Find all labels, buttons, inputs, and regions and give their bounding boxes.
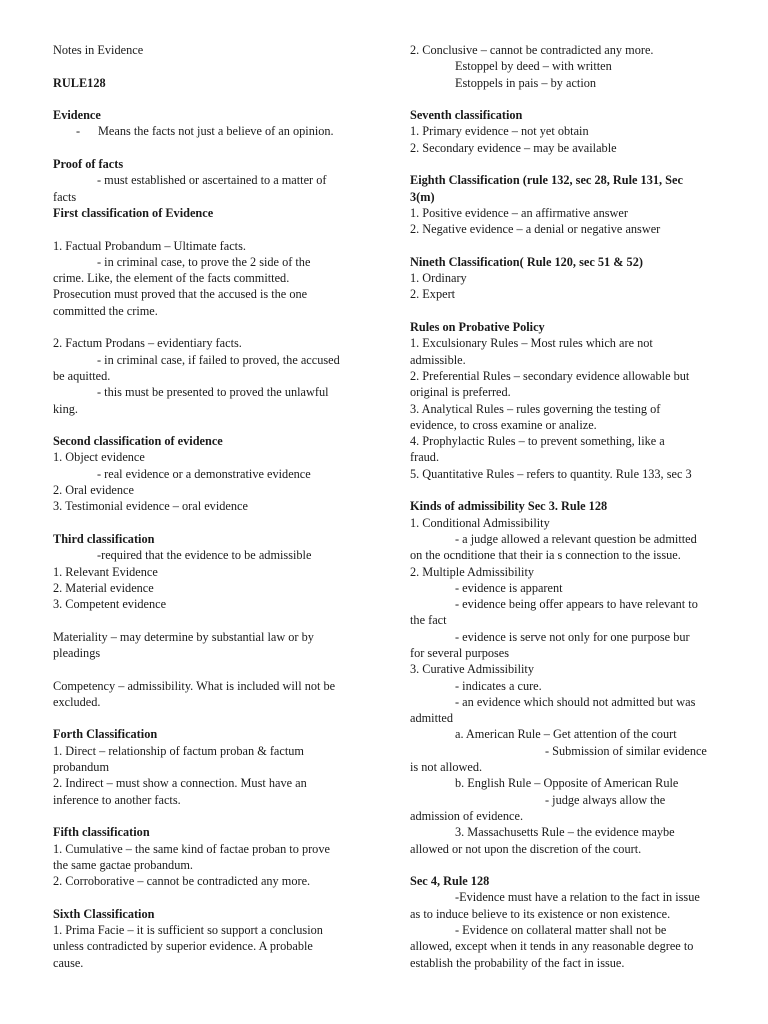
text-line: inference to another facts. <box>53 792 181 807</box>
text-line: facts <box>53 189 77 204</box>
bullet-text: Means the facts not just a believe of an opinion. <box>98 124 334 139</box>
text-line: for several purposes <box>410 645 510 660</box>
text-line: as to induce believe to its existence or non existence. <box>410 906 671 921</box>
text-line: 2. Corroborative – cannot be contradicted any more. <box>53 874 311 889</box>
section-heading: Second classification of evidence <box>53 434 223 449</box>
section-heading: Kinds of admissibility Sec 3. Rule 128 <box>410 499 608 514</box>
left-column <box>53 42 373 971</box>
text-line: allowed or not upon the discretion of the court. <box>410 841 642 856</box>
text-line: 3. Competent evidence <box>53 597 167 612</box>
text-line: Estoppels in pais – by action <box>455 75 597 90</box>
text-line: 1. Direct – relationship of factum proban & factum <box>53 743 304 758</box>
text-line: - in criminal case, if failed to proved, the accused <box>97 352 340 367</box>
section-heading: Evidence <box>53 108 101 123</box>
text-line: 2. Indirect – must show a connection. Must have an <box>53 776 307 791</box>
text-line: Materiality – may determine by substantial law or by <box>53 629 314 644</box>
text-line: b. English Rule – Opposite of American Rule <box>455 776 679 791</box>
text-line: - an evidence which should not admitted but was <box>455 694 696 709</box>
text-line: 1. Object evidence <box>53 450 145 465</box>
bullet-item <box>53 123 373 139</box>
text-line: 1. Factual Probandum – Ultimate facts. <box>53 238 246 253</box>
text-line: allowed, except when it tends in any reasonable degree to <box>410 939 694 954</box>
text-line: - real evidence or a demonstrative evidence <box>97 466 311 481</box>
text-line: fraud. <box>410 450 440 465</box>
text-line: - a judge allowed a relevant question be admitted <box>455 531 697 546</box>
text-line: - must established or ascertained to a matter of <box>97 173 327 188</box>
text-line: - indicates a cure. <box>455 678 542 693</box>
text-line: 2. Oral evidence <box>53 483 134 498</box>
text-line: 2. Material evidence <box>53 580 154 595</box>
text-line: 1. Exculsionary Rules – Most rules which are not <box>410 336 653 351</box>
text-line: the fact <box>410 613 447 628</box>
text-line: 1. Conditional Admissibility <box>410 515 550 530</box>
text-line: Estoppel by deed – with written <box>455 59 612 74</box>
section-heading: Eighth Classification (rule 132, sec 28, Rule 131, Sec <box>410 173 683 188</box>
text-line: excluded. <box>53 694 101 709</box>
text-line: committed the crime. <box>53 303 158 318</box>
text-line: 2. Conclusive – cannot be contradicted any more. <box>410 43 654 57</box>
section-heading: Seventh classification <box>410 108 523 123</box>
right-column <box>410 42 732 971</box>
text-line: - in criminal case, to prove the 2 side of the <box>97 254 311 269</box>
text-line: 2. Negative evidence – a denial or negative answer <box>410 222 661 237</box>
text-line: original is preferred. <box>410 385 511 400</box>
text-line: admissible. <box>410 352 466 367</box>
text-line: 4. Prophylactic Rules – to prevent something, like a <box>410 434 665 449</box>
text-line: be aquitted. <box>53 368 111 383</box>
text-line: - evidence is apparent <box>455 580 563 595</box>
text-line: - judge always allow the <box>545 792 666 807</box>
text-line: is not allowed. <box>410 760 483 775</box>
text-line: pleadings <box>53 645 101 660</box>
text-line: the same gactae probandum. <box>53 857 193 872</box>
text-line: - evidence being offer appears to have relevant to <box>455 597 698 612</box>
text-line: unless contradicted by superior evidence. A probable <box>53 939 313 954</box>
text-line: admitted <box>410 711 454 726</box>
text-line: cause. <box>53 955 84 970</box>
section-heading: Nineth Classification( Rule 120, sec 51 & 52) <box>410 254 643 269</box>
section-heading: Proof of facts <box>53 157 124 172</box>
text-line: 1. Ordinary <box>410 271 467 286</box>
text-line: 3. Testimonial evidence – oral evidence <box>53 499 248 514</box>
bullet-dash: - <box>76 124 81 139</box>
section-heading: Third classification <box>53 531 155 546</box>
text-line: probandum <box>53 760 110 775</box>
text-line: admission of evidence. <box>410 808 524 823</box>
section-heading: First classification of Evidence <box>53 205 214 220</box>
text-line: 1. Primary evidence – not yet obtain <box>410 124 589 139</box>
section-heading: Forth Classification <box>53 727 158 742</box>
text-line: - this must be presented to proved the unlawful <box>97 385 329 400</box>
rule-heading: RULE128 <box>53 75 106 90</box>
text-line: 1. Relevant Evidence <box>53 564 158 579</box>
section-heading: Rules on Probative Policy <box>410 320 545 335</box>
text-line: 2. Preferential Rules – secondary evidence allowable but <box>410 368 690 383</box>
section-heading: Sixth Classification <box>53 906 155 921</box>
text-line: king. <box>53 401 78 416</box>
text-line: 2. Expert <box>410 287 456 302</box>
text-line: 3. Massachusetts Rule – the evidence maybe <box>455 825 675 840</box>
text-line: - evidence is serve not only for one purpose bur <box>455 629 690 644</box>
document-title: Notes in Evidence <box>53 43 144 57</box>
text-line: 1. Cumulative – the same kind of factae proban to prove <box>53 841 330 856</box>
text-line: -required that the evidence to be admissible <box>97 548 312 563</box>
text-line: 5. Quantitative Rules – refers to quantity. Rule 133, sec 3 <box>410 466 692 481</box>
text-line: - Evidence on collateral matter shall not be <box>455 923 667 938</box>
text-line: 1. Prima Facie – it is sufficient so support a conclusion <box>53 923 323 938</box>
text-line: 3. Analytical Rules – rules governing the testing of <box>410 401 661 416</box>
section-heading: Fifth classification <box>53 825 150 840</box>
text-line: -Evidence must have a relation to the fact in issue <box>455 890 700 905</box>
section-heading: Sec 4, Rule 128 <box>410 874 490 889</box>
text-line: crime. Like, the element of the facts committed. <box>53 271 290 286</box>
text-line: evidence, to cross examine or analize. <box>410 417 597 432</box>
text-line: 2. Secondary evidence – may be available <box>410 140 617 155</box>
text-line: on the ocnditione that their ia s connection to the issue. <box>410 548 681 563</box>
section-heading: 3(m) <box>410 189 435 204</box>
text-line: - Submission of similar evidence <box>545 743 707 758</box>
text-line: a. American Rule – Get attention of the court <box>455 727 677 742</box>
text-line: 2. Multiple Admissibility <box>410 564 535 579</box>
text-line: establish the probability of the fact in issue. <box>410 955 625 970</box>
text-line: Prosecution must proved that the accused is the one <box>53 287 308 302</box>
text-line: Competency – admissibility. What is included will not be <box>53 678 336 693</box>
text-line: 3. Curative Admissibility <box>410 662 534 677</box>
text-line: 2. Factum Prodans – evidentiary facts. <box>53 336 242 351</box>
text-line: 1. Positive evidence – an affirmative answer <box>410 205 628 220</box>
